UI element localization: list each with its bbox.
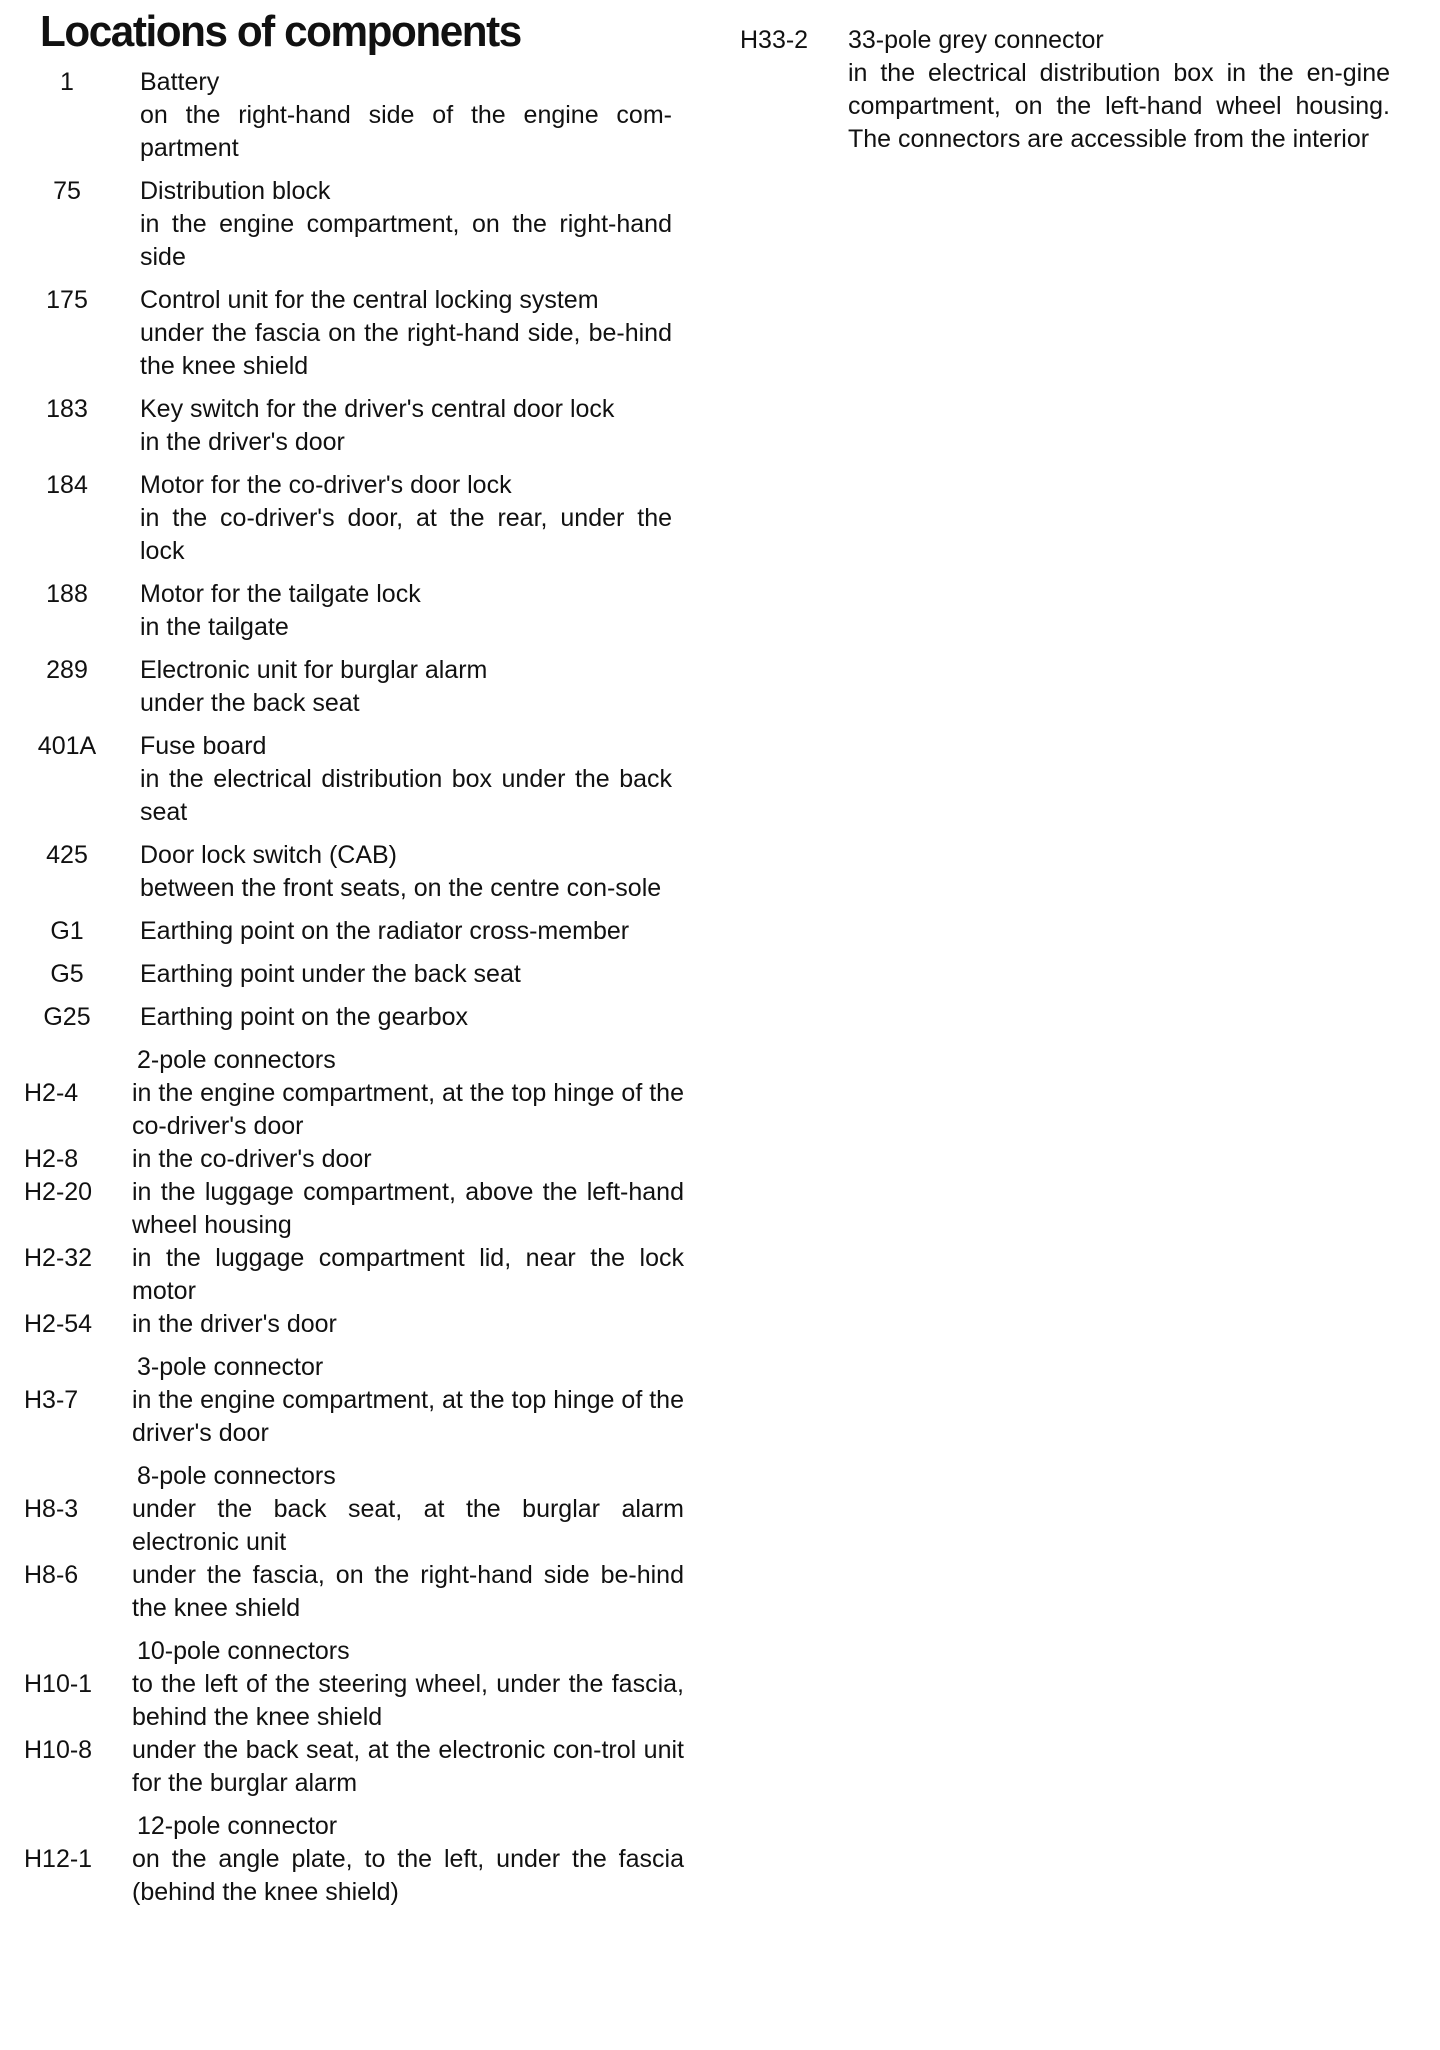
component-name: Electronic unit for burglar alarm <box>140 656 488 684</box>
component-location: between the front seats, on the centre con-sole <box>140 874 662 902</box>
component-code: 289 <box>46 656 88 684</box>
component-name: 33-pole grey connector <box>848 26 1104 54</box>
component-location: under the back seat <box>140 689 360 717</box>
connector-group-title: 12-pole connector <box>137 1812 338 1840</box>
connector-code: H8-3 <box>24 1495 79 1523</box>
component-code: 183 <box>46 395 88 423</box>
component-code: 184 <box>46 471 88 499</box>
component-entry <box>24 66 684 165</box>
connector-location: under the back seat, at the electronic con-trol unit for the burglar alarm <box>132 1736 684 1797</box>
component-entry <box>24 915 684 948</box>
component-text <box>140 839 672 905</box>
connector-group <box>24 1635 684 1800</box>
component-code: 401A <box>37 732 97 760</box>
component-code: 75 <box>53 177 81 205</box>
component-name: Motor for the co-driver's door lock <box>140 471 512 499</box>
connector-location: on the angle plate, to the left, under the fascia (behind the knee shield) <box>132 1845 684 1906</box>
component-code: G25 <box>43 1003 91 1031</box>
component-location: in the electrical distribution box under the back seat <box>140 765 672 826</box>
component-text <box>140 284 672 383</box>
connector-group <box>24 1351 684 1450</box>
connector-code: H2-32 <box>24 1244 93 1272</box>
component-location: in the engine compartment, on the right-hand side <box>140 210 672 271</box>
connector-code: H3-7 <box>24 1386 79 1414</box>
connector-location: under the back seat, at the burglar alarm electronic unit <box>132 1495 684 1556</box>
connector-code: H2-54 <box>24 1310 93 1338</box>
connector-entry <box>24 1843 684 1909</box>
left-column <box>24 66 684 1919</box>
connector-location: in the engine compartment, at the top hinge of the co-driver's door <box>132 1079 684 1140</box>
component-code: 425 <box>46 841 88 869</box>
connector-location: in the engine compartment, at the top hinge of the driver's door <box>132 1386 684 1447</box>
connector-group-title: 10-pole connectors <box>137 1637 350 1665</box>
connector-code: H12-1 <box>24 1845 93 1873</box>
component-code: H33-2 <box>740 26 809 54</box>
connector-entry <box>24 1384 684 1450</box>
component-name: Door lock switch (CAB) <box>140 841 397 869</box>
component-name: Battery <box>140 68 220 96</box>
component-location: on the right-hand side of the engine com-partment <box>140 101 672 162</box>
component-entry <box>24 1001 684 1034</box>
connector-entry <box>24 1668 684 1734</box>
component-entry <box>24 175 684 274</box>
component-entry <box>24 578 684 644</box>
component-entry <box>740 24 1390 156</box>
component-text <box>140 578 672 644</box>
component-entry <box>24 469 684 568</box>
component-text <box>140 915 672 948</box>
connector-code: H2-20 <box>24 1178 93 1206</box>
component-text <box>140 175 672 274</box>
component-code: G5 <box>50 960 84 988</box>
component-name: Control unit for the central locking system <box>140 286 599 314</box>
component-code: 188 <box>46 580 88 608</box>
connector-entry <box>24 1493 684 1559</box>
component-text <box>140 66 672 165</box>
component-entry <box>24 958 684 991</box>
component-text <box>140 469 672 568</box>
component-code: 1 <box>60 68 74 96</box>
connector-group-title: 8-pole connectors <box>137 1462 336 1490</box>
component-name: Earthing point under the back seat <box>140 960 521 988</box>
component-code: G1 <box>50 917 84 945</box>
component-location: in the tailgate <box>140 613 289 641</box>
component-location: in the driver's door <box>140 428 345 456</box>
component-entry <box>24 839 684 905</box>
connector-location: under the fascia, on the right-hand side be-hind the knee shield <box>132 1561 684 1622</box>
connector-entry <box>24 1143 684 1176</box>
component-entry <box>24 284 684 383</box>
component-name: Distribution block <box>140 177 331 205</box>
connector-code: H2-8 <box>24 1145 79 1173</box>
connector-code: H2-4 <box>24 1079 79 1107</box>
component-text <box>140 1001 672 1034</box>
connector-entry <box>24 1077 684 1143</box>
component-text <box>848 24 1390 156</box>
component-name: Motor for the tailgate lock <box>140 580 421 608</box>
component-entry <box>24 654 684 720</box>
component-name: Fuse board <box>140 732 267 760</box>
component-name: Key switch for the driver's central door lock <box>140 395 615 423</box>
connector-entry <box>24 1559 684 1625</box>
component-code: 175 <box>46 286 88 314</box>
connector-group <box>24 1810 684 1909</box>
component-entry <box>24 730 684 829</box>
connector-location: in the luggage compartment, above the left-hand wheel housing <box>132 1178 684 1239</box>
component-name: Earthing point on the radiator cross-member <box>140 917 630 945</box>
page-title: Locations of components <box>40 7 521 56</box>
connector-location: in the luggage compartment lid, near the lock motor <box>132 1244 684 1305</box>
connector-group-title: 3-pole connector <box>137 1353 324 1381</box>
connector-entry <box>24 1734 684 1800</box>
connector-location: to the left of the steering wheel, under the fascia, behind the knee shield <box>132 1670 684 1731</box>
component-location: in the co-driver's door, at the rear, under the lock <box>140 504 672 565</box>
connector-entry <box>24 1176 684 1242</box>
connector-group-title: 2-pole connectors <box>137 1046 336 1074</box>
component-text <box>140 393 672 459</box>
component-location: under the fascia on the right-hand side, be-hind the knee shield <box>140 319 672 380</box>
component-text <box>140 654 672 720</box>
connector-code: H10-1 <box>24 1670 93 1698</box>
connector-group <box>24 1044 684 1341</box>
connector-location: in the co-driver's door <box>132 1145 372 1173</box>
connector-location: in the driver's door <box>132 1310 337 1338</box>
connector-group <box>24 1460 684 1625</box>
connector-entry <box>24 1242 684 1308</box>
component-text <box>140 730 672 829</box>
connector-entry <box>24 1308 684 1341</box>
component-name: Earthing point on the gearbox <box>140 1003 469 1031</box>
component-location: in the electrical distribution box in the en-gine compartment, on the left-hand wheel housing. The connectors are accessible from the interior <box>848 59 1390 153</box>
component-text <box>140 958 672 991</box>
connector-code: H8-6 <box>24 1561 79 1589</box>
connector-code: H10-8 <box>24 1736 93 1764</box>
right-column <box>740 24 1390 156</box>
component-entry <box>24 393 684 459</box>
